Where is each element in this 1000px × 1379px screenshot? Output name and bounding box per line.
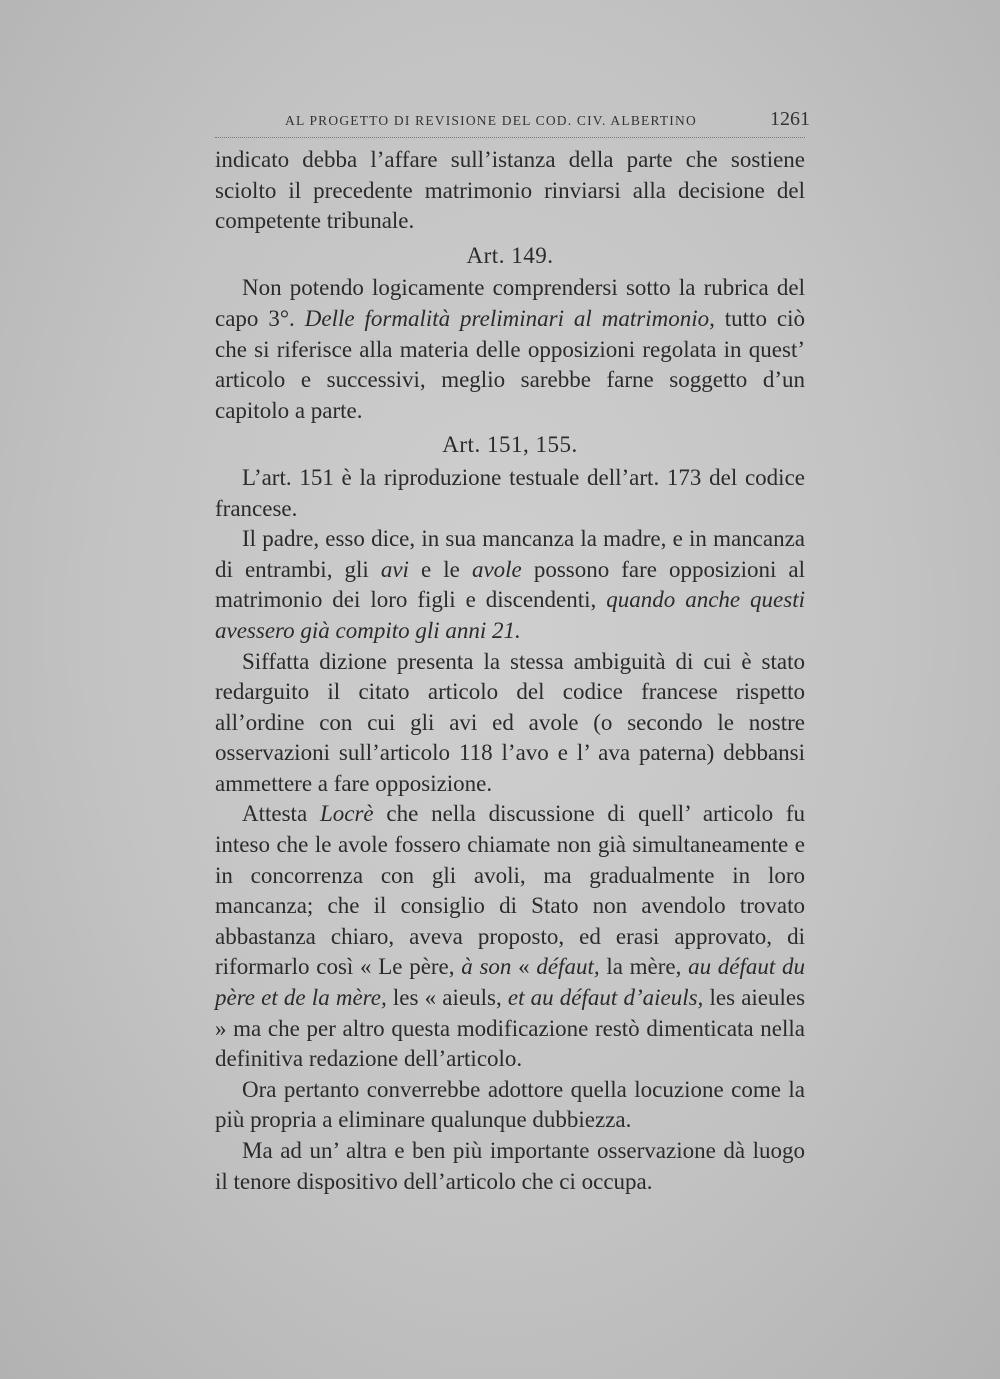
italic-text: défaut, xyxy=(536,954,600,980)
paragraph xyxy=(215,1075,805,1136)
italic-text: quando anche questi avessero già compito gli anni 21. xyxy=(215,587,805,643)
page-number: 1261 xyxy=(770,108,810,130)
article-heading: Art. 151, 155. xyxy=(442,432,578,458)
paragraph-text: Attesta xyxy=(242,801,308,827)
paragraph-text: Non potendo logicamente comprendersi sotto la rubrica del capo 3°. xyxy=(215,275,805,331)
paragraph-text: « xyxy=(518,954,530,980)
running-title: AL PROGETTO DI REVISIONE DEL COD. CIV. ALBERTINO xyxy=(285,113,697,128)
italic-text: avole xyxy=(471,556,522,582)
italic-text: Delle formalità preliminari al matrimonio, xyxy=(304,305,715,331)
paragraph xyxy=(215,799,805,1074)
paragraph-text: Siffatta dizione presenta la stessa ambiguità di cui è stato redarguito il citato articolo del codice francese rispetto all’ordine con cui gli avi ed avole (o secondo le nostre osservazioni sull’articolo 118 l’avo e l’ ava paterna) debbansi ammettere a fare opposizione. xyxy=(215,648,805,796)
italic-text: et au défaut d’aieuls, xyxy=(507,985,704,1011)
paragraph-text: les aieules » ma che per altro questa modificazione restò dimenticata nella definitiva redazione dell’articolo. xyxy=(215,985,806,1072)
paragraph-text: e le xyxy=(421,556,460,582)
italic-text: avi xyxy=(380,556,409,582)
paragraph xyxy=(215,463,805,524)
paragraph-text: che nella discussione di quell’ articolo fu inteso che le avole fossero chiamate non già simultaneamente e in concorrenza con gli avoli, ma gradualmente in loro mancanza; che il consiglio di Stato non avendolo trovato abbastanza chiaro, aveva proposto, ed erasi approvato, di riformarlo così « Le père, xyxy=(215,801,806,980)
paragraph xyxy=(215,524,805,646)
paragraph xyxy=(215,1136,805,1197)
italic-text: Locrè xyxy=(319,801,374,827)
paragraph-text: la mère, xyxy=(606,954,682,980)
paragraph-text: Ora pertanto converrebbe adottore quella locuzione come la più propria a eliminare qualunque dubbiezza. xyxy=(215,1076,805,1133)
header-rule xyxy=(215,137,805,138)
paragraph-text: Ma ad un’ altra e ben più importante osservazione dà luogo il tenore dispositivo dell’articolo che ci occupa. xyxy=(215,1138,805,1194)
body-text xyxy=(215,145,805,1197)
italic-text: à son xyxy=(461,954,512,980)
paragraph-text: les « aieuls, xyxy=(392,985,502,1011)
running-head xyxy=(285,108,810,131)
paragraph-text: indicato debba l’affare sull’istanza della parte che sostiene sciolto il precedente matrimonio rinviarsi alla decisione del competente tribunale. xyxy=(215,147,805,234)
italic-text: au défaut du père et de la mère, xyxy=(215,954,805,1011)
paragraph xyxy=(215,647,805,800)
paragraph-text: L’art. 151 è la riproduzione testuale dell’art. 173 del codice francese. xyxy=(215,464,805,521)
paragraph xyxy=(215,145,805,237)
paragraph-text: Il padre, esso dice, in sua mancanza la madre, e in mancanza di entrambi, gli xyxy=(215,526,805,582)
article-heading: Art. 149. xyxy=(466,242,554,268)
paragraph xyxy=(215,273,805,426)
paragraph-text: tutto ciò che si riferisce alla materia delle opposizioni regolata in quest’ articolo e successivi, meglio sarebbe farne soggetto d’un capitolo a parte. xyxy=(215,305,805,423)
paragraph-text: possono fare opposizioni al matrimonio dei loro figli e discendenti, xyxy=(215,556,806,613)
